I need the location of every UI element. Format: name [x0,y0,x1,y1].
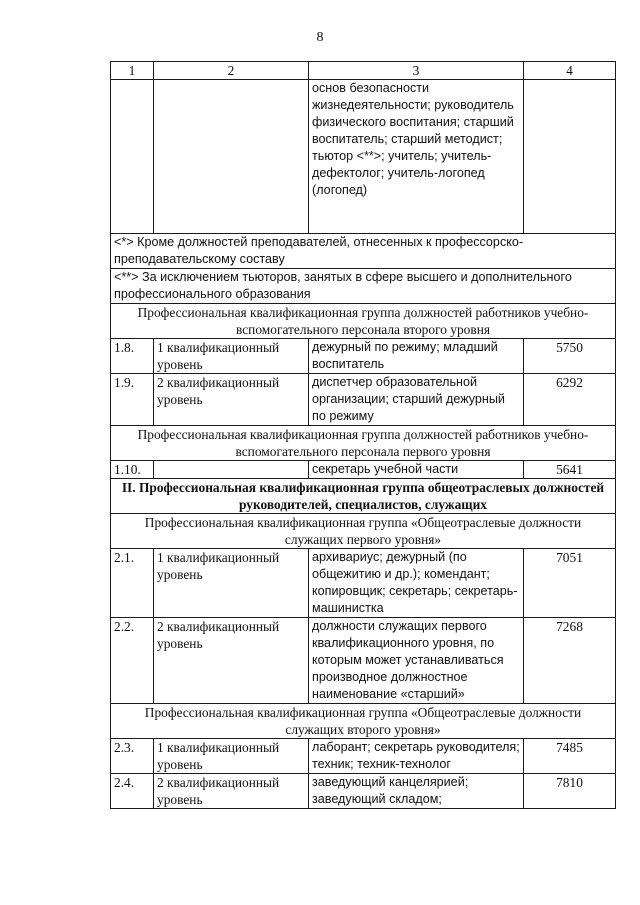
table-row [111,80,616,234]
salary-table [110,61,616,809]
row-number: 1.9. [111,374,154,426]
qualification-level: 1 квалификационный уровень [154,339,309,374]
position-list: основ безопасности жизнедеятельности; руководитель физического воспитания; старший воспитатель; старший методист; тьютор <**>; учитель; учитель-дефектолог; учитель-логопед (логопед) [309,80,524,234]
row-number [111,80,154,234]
qualification-level: 1 квалификационный уровень [154,739,309,774]
section-heading-row [111,479,616,514]
column-header: 1 [111,62,154,80]
salary-value: 5750 [524,339,616,374]
position-list: лаборант; секретарь руководителя; техник; техник-технолог [309,739,524,774]
footnote-2: <**> За исключением тьюторов, занятых в сфере высшего и дополнительного профессионального образования [111,269,616,304]
group-heading: Профессиональная квалификационная группа должностей работников учебно-вспомогательного персонала второго уровня [111,304,616,339]
row-number: 2.1. [111,549,154,618]
qualification-level: 2 квалификационный уровень [154,374,309,426]
group-heading-row [111,304,616,339]
qualification-level: 2 квалификационный уровень [154,618,309,704]
page-number: 8 [316,30,324,45]
qualification-level: 1 квалификационный уровень [154,549,309,618]
position-list: диспетчер образовательной организации; старший дежурный по режиму [309,374,524,426]
section-heading: II. Профессиональная квалификационная группа общеотраслевых должностей руководителей, специалистов, служащих [111,479,616,514]
position-list: секретарь учебной части [309,461,524,479]
column-header: 4 [524,62,616,80]
position-list: дежурный по режиму; младший воспитатель [309,339,524,374]
qualification-level [154,80,309,234]
group-heading-row [111,426,616,461]
row-number: 1.8. [111,339,154,374]
position-list: заведующий канцелярией; заведующий складом; [309,774,524,809]
table-row [111,339,616,374]
row-number: 2.4. [111,774,154,809]
table-row [111,739,616,774]
salary-value: 7810 [524,774,616,809]
salary-value: 7051 [524,549,616,618]
qualification-level [154,461,309,479]
salary-value: 5641 [524,461,616,479]
salary-value: 7268 [524,618,616,704]
table-row [111,549,616,618]
qualification-level: 2 квалификационный уровень [154,774,309,809]
position-list: архивариус; дежурный (по общежитию и др.); комендант; копировщик; секретарь; секретарь-машинистка [309,549,524,618]
row-number: 2.2. [111,618,154,704]
group-heading: Профессиональная квалификационная группа «Общеотраслевые должности служащих второго уровня» [111,704,616,739]
group-heading-row [111,514,616,549]
group-heading: Профессиональная квалификационная группа должностей работников учебно-вспомогательного персонала первого уровня [111,426,616,461]
table-row [111,618,616,704]
footnote-1: <*> Кроме должностей преподавателей, отнесенных к профессорско-преподавательскому составу [111,234,616,269]
row-number: 2.3. [111,739,154,774]
table-row [111,374,616,426]
group-heading-row [111,704,616,739]
footnote-row [111,269,616,304]
salary-value: 7485 [524,739,616,774]
table-row [111,774,616,809]
table-row [111,461,616,479]
salary-value: 6292 [524,374,616,426]
footnote-row [111,234,616,269]
group-heading: Профессиональная квалификационная группа «Общеотраслевые должности служащих первого уровня» [111,514,616,549]
position-list: должности служащих первого квалификационного уровня, по которым может устанавливаться производное должностное наименование «старший» [309,618,524,704]
row-number: 1.10. [111,461,154,479]
salary-value [524,80,616,234]
table-header-row [111,62,616,80]
column-header: 3 [309,62,524,80]
column-header: 2 [154,62,309,80]
